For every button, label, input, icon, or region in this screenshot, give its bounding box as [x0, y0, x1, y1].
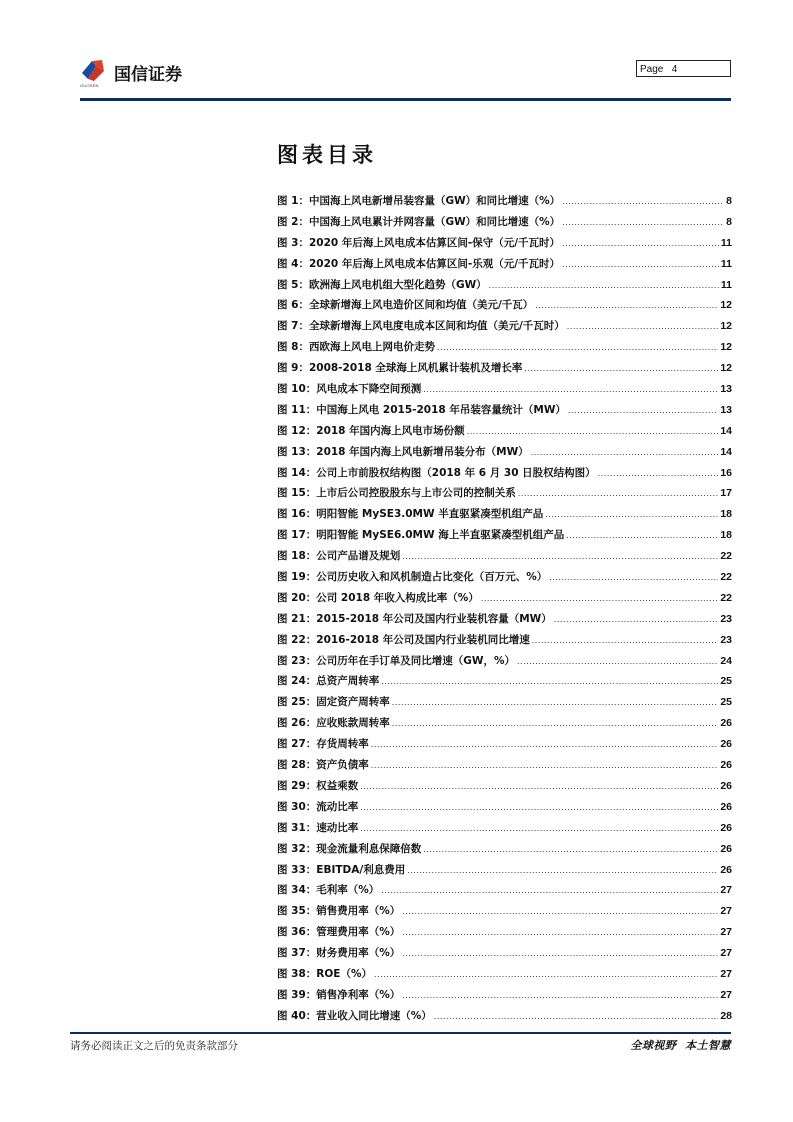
toc-entry-label: 图 19：公司历史收入和风机制造占比变化（百万元、%）: [277, 571, 548, 584]
toc-entry[interactable]: [277, 653, 732, 674]
toc-entry-page: 26: [720, 863, 732, 876]
toc-entry-label: 图 33：EBITDA/利息费用: [277, 863, 406, 876]
company-logo: [80, 57, 200, 91]
dot-leader: [545, 510, 718, 519]
page-title: 图表目录: [277, 142, 377, 167]
toc-entry-label: 图 39：销售净利率（%）: [277, 988, 401, 1001]
toc-entry-page: 22: [720, 550, 732, 563]
toc-entry[interactable]: [277, 673, 732, 694]
toc-entry[interactable]: [277, 1008, 732, 1029]
toc-entry-page: 11: [720, 236, 732, 249]
toc-entry[interactable]: [277, 736, 732, 757]
toc-entry-page: 27: [720, 905, 732, 918]
toc-entry[interactable]: [277, 590, 732, 611]
toc-entry[interactable]: [277, 548, 732, 569]
toc-entry-label: 图 20：公司 2018 年收入构成比率（%）: [277, 591, 479, 604]
toc-entry[interactable]: [277, 381, 732, 402]
toc-entry[interactable]: [277, 862, 732, 883]
dot-leader: [402, 928, 718, 937]
toc-entry[interactable]: [277, 945, 732, 966]
dot-leader: [434, 1012, 719, 1021]
dot-leader: [374, 970, 718, 979]
toc-entry-page: 11: [720, 257, 732, 270]
toc-entry-label: 图 29：权益乘数: [277, 779, 359, 792]
toc-entry-label: 图 26：应收账款周转率: [277, 717, 390, 730]
toc-entry-page: 26: [720, 759, 732, 772]
toc-entry[interactable]: [277, 820, 732, 841]
header-divider: [80, 98, 731, 101]
toc-entry[interactable]: [277, 778, 732, 799]
toc-entry-page: 8: [726, 215, 732, 228]
toc-entry-label: 图 3：2020 年后海上风电成本估算区间-保守（元/千瓦时）: [277, 236, 561, 249]
toc-entry-page: 22: [720, 591, 732, 604]
toc-entry-page: 22: [720, 571, 732, 584]
toc-entry-page: 26: [720, 738, 732, 751]
toc-entry-label: 图 12：2018 年国内海上风电市场份额: [277, 424, 465, 437]
toc-entry-label: 图 10：风电成本下降空间预测: [277, 383, 422, 396]
toc-entry-page: 16: [720, 466, 732, 479]
dot-leader: [381, 677, 718, 686]
toc-entry-page: 12: [720, 341, 732, 354]
dot-leader: [423, 385, 718, 394]
toc-entry-page: 23: [720, 633, 732, 646]
toc-entry-label: 图 31：速动比率: [277, 821, 359, 834]
toc-entry-page: 27: [720, 988, 732, 1001]
toc-entry[interactable]: [277, 987, 732, 1008]
toc-entry-page: 13: [720, 403, 732, 416]
toc-entry-page: 18: [720, 529, 732, 542]
logo-subtext: GUOSEN: [80, 83, 99, 88]
dot-leader: [554, 615, 719, 624]
toc-entry-label: 图 16：明阳智能 MySE3.0MW 半直驱紧凑型机组产品: [277, 508, 544, 521]
toc-entry[interactable]: [277, 694, 732, 715]
toc-entry[interactable]: [277, 318, 732, 339]
toc-entry-label: 图 30：流动比率: [277, 800, 359, 813]
dot-leader: [381, 886, 718, 895]
toc-entry[interactable]: [277, 256, 732, 277]
toc-entry[interactable]: [277, 360, 732, 381]
toc-entry-label: 图 38：ROE（%）: [277, 967, 372, 980]
dot-leader: [562, 218, 724, 227]
disclaimer-note: 请务必阅读正文之后的免责条款部分: [70, 1040, 238, 1052]
toc-entry-page: 25: [720, 675, 732, 688]
toc-entry-label: 图 1：中国海上风电新增吊装容量（GW）和同比增速（%）: [277, 195, 561, 207]
footer-divider: [70, 1032, 731, 1034]
toc-entry-label: 图 9：2008-2018 全球海上风机累计装机及增长率: [277, 362, 523, 375]
toc-entry-label: 图 25：固定资产周转率: [277, 696, 390, 709]
toc-entry-label: 图 11：中国海上风电 2015-2018 年吊装容量统计（MW）: [277, 403, 566, 416]
dot-leader: [481, 594, 718, 603]
toc-entry[interactable]: [277, 235, 732, 256]
toc-entry[interactable]: [277, 465, 732, 486]
toc-entry-label: 图 23：公司历年在手订单及同比增速（GW，%）: [277, 654, 515, 667]
toc-entry[interactable]: [277, 715, 732, 736]
toc-entry-page: 27: [720, 947, 732, 960]
toc-entry-page: 26: [720, 842, 732, 855]
toc-entry-label: 图 6：全球新增海上风电造价区间和均值（美元/千瓦）: [277, 299, 534, 312]
toc-entry-page: 12: [720, 299, 732, 312]
toc-entry[interactable]: [277, 193, 732, 214]
toc-entry[interactable]: [277, 903, 732, 924]
dot-leader: [360, 803, 718, 812]
toc-entry-page: 28: [720, 1009, 732, 1022]
toc-entry-label: 图 8：西欧海上风电上网电价走势: [277, 341, 435, 354]
toc-entry-label: 图 2：中国海上风电累计并网容量（GW）和同比增速（%）: [277, 215, 561, 228]
toc-entry-label: 图 13：2018 年国内海上风电新增吊装分布（MW）: [277, 445, 529, 458]
dot-leader: [437, 343, 718, 352]
toc-entry[interactable]: [277, 966, 732, 987]
dot-leader: [371, 761, 719, 770]
dot-leader: [562, 197, 724, 206]
toc-entry[interactable]: [277, 485, 732, 506]
dot-leader: [402, 552, 718, 561]
toc-entry-label: 图 5：欧洲海上风电机组大型化趋势（GW）: [277, 278, 487, 291]
dot-leader: [535, 301, 718, 310]
toc-entry-label: 图 37：财务费用率（%）: [277, 947, 401, 960]
figure-index-list: [277, 193, 732, 1029]
toc-entry-label: 图 32：现金流量利息保障倍数: [277, 842, 422, 855]
footer-slogan: 全球视野 本土智慧: [630, 1039, 731, 1052]
dot-leader: [524, 364, 718, 373]
dot-leader: [568, 406, 718, 415]
toc-entry-page: 8: [726, 195, 732, 207]
toc-entry-label: 图 22：2016-2018 年公司及国内行业装机同比增速: [277, 633, 530, 646]
toc-entry[interactable]: [277, 214, 732, 235]
dot-leader: [518, 489, 719, 498]
dot-leader: [423, 845, 718, 854]
toc-entry-label: 图 4：2020 年后海上风电成本估算区间-乐观（元/千瓦时）: [277, 257, 561, 270]
page-header: [0, 0, 793, 100]
toc-entry-label: 图 40：营业收入同比增速（%）: [277, 1009, 432, 1022]
toc-entry-page: 26: [720, 821, 732, 834]
dot-leader: [549, 573, 718, 582]
toc-entry-page: 14: [720, 424, 732, 437]
toc-entry-label: 图 24：总资产周转率: [277, 675, 380, 688]
toc-entry-page: 23: [720, 612, 732, 625]
toc-entry[interactable]: [277, 339, 732, 360]
page-number-box: Page 4: [636, 60, 731, 77]
toc-entry-label: 图 36：管理费用率（%）: [277, 926, 401, 939]
dot-leader: [402, 991, 718, 1000]
toc-entry-page: 27: [720, 967, 732, 980]
dot-leader: [407, 866, 718, 875]
dot-leader: [467, 427, 719, 436]
dot-leader: [489, 281, 719, 290]
toc-entry[interactable]: [277, 423, 732, 444]
toc-entry[interactable]: [277, 611, 732, 632]
toc-entry[interactable]: [277, 924, 732, 945]
toc-entry-page: 26: [720, 779, 732, 792]
dot-leader: [392, 698, 719, 707]
toc-entry-page: 27: [720, 926, 732, 939]
dot-leader: [402, 907, 718, 916]
toc-entry[interactable]: [277, 527, 732, 548]
toc-entry-label: 图 34：毛利率（%）: [277, 884, 380, 897]
toc-entry[interactable]: [277, 297, 732, 318]
dot-leader: [598, 469, 719, 478]
toc-entry[interactable]: [277, 277, 732, 298]
toc-entry[interactable]: [277, 757, 732, 778]
toc-entry-page: 26: [720, 800, 732, 813]
toc-entry[interactable]: [277, 632, 732, 653]
dot-leader: [531, 448, 719, 457]
dot-leader: [567, 322, 719, 331]
dot-leader: [562, 260, 719, 269]
toc-entry-label: 图 21：2015-2018 年公司及国内行业装机容量（MW）: [277, 612, 552, 625]
toc-entry[interactable]: [277, 799, 732, 820]
toc-entry-label: 图 15：上市后公司控股股东与上市公司的控制关系: [277, 487, 516, 500]
toc-entry-page: 24: [720, 654, 732, 667]
dot-leader: [532, 636, 719, 645]
toc-entry-page: 26: [720, 717, 732, 730]
toc-entry-page: 17: [720, 487, 732, 500]
dot-leader: [392, 719, 719, 728]
toc-entry[interactable]: [277, 841, 732, 862]
toc-entry[interactable]: [277, 882, 732, 903]
dot-leader: [402, 949, 718, 958]
toc-entry-label: 图 7：全球新增海上风电度电成本区间和均值（美元/千瓦时）: [277, 320, 565, 333]
dot-leader: [517, 657, 718, 666]
toc-entry-label: 图 18：公司产品谱及规划: [277, 550, 401, 563]
dot-leader: [562, 239, 719, 248]
toc-entry[interactable]: [277, 444, 732, 465]
dot-leader: [371, 740, 719, 749]
toc-entry-page: 14: [720, 445, 732, 458]
toc-entry-page: 11: [720, 278, 732, 291]
logo-text: 国信证券: [114, 65, 182, 85]
dot-leader: [360, 824, 718, 833]
toc-entry[interactable]: [277, 402, 732, 423]
toc-entry-page: 13: [720, 383, 732, 396]
toc-entry-label: 图 14：公司上市前股权结构图（2018 年 6 月 30 日股权结构图）: [277, 466, 596, 479]
toc-entry-page: 12: [720, 320, 732, 333]
toc-entry-page: 27: [720, 884, 732, 897]
toc-entry-label: 图 28：资产负债率: [277, 759, 369, 772]
logo-mark-icon: [80, 57, 108, 85]
toc-entry[interactable]: [277, 569, 732, 590]
dot-leader: [566, 531, 718, 540]
toc-entry-page: 12: [720, 362, 732, 375]
toc-entry[interactable]: [277, 506, 732, 527]
toc-entry-page: 18: [720, 508, 732, 521]
toc-entry-label: 图 17：明阳智能 MySE6.0MW 海上半直驱紧凑型机组产品: [277, 529, 565, 542]
dot-leader: [360, 782, 718, 791]
toc-entry-label: 图 35：销售费用率（%）: [277, 905, 401, 918]
toc-entry-label: 图 27：存货周转率: [277, 738, 369, 751]
toc-entry-page: 25: [720, 696, 732, 709]
